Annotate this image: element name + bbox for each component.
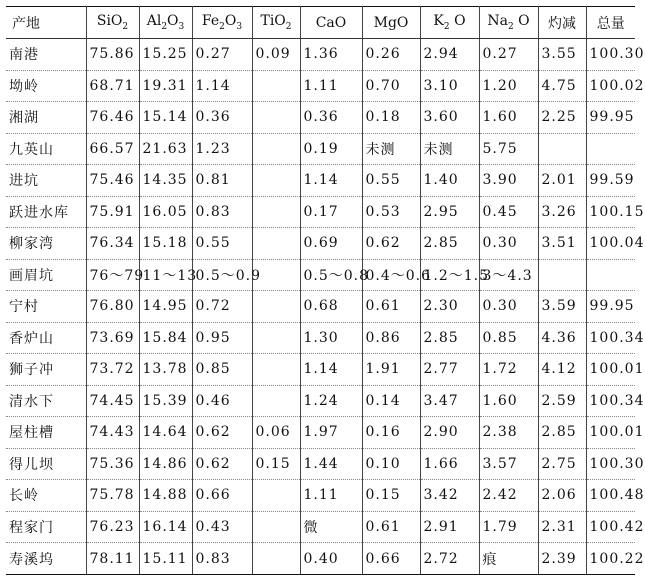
- value-cell: 1.44: [300, 448, 362, 480]
- value-cell: 13.78: [139, 354, 192, 386]
- value-cell: 99.95: [586, 291, 635, 323]
- header-row: [6, 7, 635, 39]
- value-cell: 0.55: [362, 165, 420, 197]
- value-cell: 0.81: [192, 165, 252, 197]
- value-cell: [252, 385, 300, 417]
- value-cell: 1.2～1.5: [420, 259, 479, 291]
- value-cell: 2.91: [420, 511, 479, 543]
- value-cell: 0.66: [362, 543, 420, 575]
- value-cell: 3.10: [420, 70, 479, 102]
- value-cell: 76～79: [86, 259, 139, 291]
- value-cell: 2.75: [538, 448, 586, 480]
- value-cell: [252, 543, 300, 575]
- value-cell: 15.18: [139, 228, 192, 260]
- value-cell: 0.62: [192, 448, 252, 480]
- value-cell: 74.45: [86, 385, 139, 417]
- value-cell: 1.40: [420, 165, 479, 197]
- value-cell: [586, 133, 635, 165]
- value-cell: 1.97: [300, 417, 362, 449]
- value-cell: 4.75: [538, 70, 586, 102]
- value-cell: 4.12: [538, 354, 586, 386]
- value-cell: 100.48: [586, 480, 635, 512]
- column-header: SiO$_2$: [86, 7, 139, 39]
- value-cell: 76.23: [86, 511, 139, 543]
- table-row: [6, 165, 635, 197]
- value-cell: 1.36: [300, 39, 362, 71]
- value-cell: 0.62: [192, 417, 252, 449]
- value-cell: 0.61: [362, 511, 420, 543]
- value-cell: [252, 70, 300, 102]
- value-cell: 2.25: [538, 102, 586, 134]
- origin-cell: 湘湖: [6, 102, 86, 134]
- value-cell: 0.10: [362, 448, 420, 480]
- value-cell: [252, 480, 300, 512]
- value-cell: 1.66: [420, 448, 479, 480]
- value-cell: 14.64: [139, 417, 192, 449]
- value-cell: 3.60: [420, 102, 479, 134]
- value-cell: 2.95: [420, 196, 479, 228]
- value-cell: 0.55: [192, 228, 252, 260]
- value-cell: 3.90: [479, 165, 538, 197]
- value-cell: 2.85: [420, 228, 479, 260]
- value-cell: 1.60: [479, 102, 538, 134]
- value-cell: 76.34: [86, 228, 139, 260]
- table-row: [6, 448, 635, 480]
- value-cell: 1.14: [300, 354, 362, 386]
- value-cell: 21.63: [139, 133, 192, 165]
- value-cell: 1.91: [362, 354, 420, 386]
- column-header: TiO$_2$: [252, 7, 300, 39]
- value-cell: 15.39: [139, 385, 192, 417]
- value-cell: 75.86: [86, 39, 139, 71]
- value-cell: 0.14: [362, 385, 420, 417]
- origin-cell: 寿溪坞: [6, 543, 86, 575]
- value-cell: 1.20: [479, 70, 538, 102]
- value-cell: 0.61: [362, 291, 420, 323]
- value-cell: 2.01: [538, 165, 586, 197]
- value-cell: 1.30: [300, 322, 362, 354]
- value-cell: 76.46: [86, 102, 139, 134]
- value-cell: 0.95: [192, 322, 252, 354]
- value-cell: 100.34: [586, 385, 635, 417]
- column-header: 总量: [586, 7, 635, 39]
- value-cell: 0.06: [252, 417, 300, 449]
- value-cell: 0.85: [192, 354, 252, 386]
- value-cell: 2.30: [420, 291, 479, 323]
- value-cell: 0.85: [479, 322, 538, 354]
- table-row: [6, 39, 635, 71]
- column-header: $K_2$ O: [420, 7, 479, 39]
- value-cell: 100.15: [586, 196, 635, 228]
- value-cell: 0.40: [300, 543, 362, 575]
- value-cell: 14.88: [139, 480, 192, 512]
- value-cell: 99.95: [586, 102, 635, 134]
- value-cell: [538, 133, 586, 165]
- value-cell: 0.70: [362, 70, 420, 102]
- value-cell: 0.17: [300, 196, 362, 228]
- value-cell: 78.11: [86, 543, 139, 575]
- value-cell: [586, 259, 635, 291]
- value-cell: 100.01: [586, 354, 635, 386]
- value-cell: 0.16: [362, 417, 420, 449]
- origin-cell: 香炉山: [6, 322, 86, 354]
- value-cell: 76.80: [86, 291, 139, 323]
- column-header: CaO: [300, 7, 362, 39]
- table-header: [6, 7, 635, 39]
- value-cell: [252, 102, 300, 134]
- value-cell: [538, 259, 586, 291]
- table-row: [6, 70, 635, 102]
- value-cell: [252, 196, 300, 228]
- column-header: 灼减: [538, 7, 586, 39]
- value-cell: 1.24: [300, 385, 362, 417]
- value-cell: 0.15: [252, 448, 300, 480]
- table-row: [6, 511, 635, 543]
- value-cell: 微: [300, 511, 362, 543]
- value-cell: 0.27: [479, 39, 538, 71]
- value-cell: 0.30: [479, 291, 538, 323]
- value-cell: 0.83: [192, 196, 252, 228]
- value-cell: 68.71: [86, 70, 139, 102]
- composition-table: [6, 6, 645, 575]
- value-cell: 75.46: [86, 165, 139, 197]
- value-cell: [252, 165, 300, 197]
- value-cell: 0.18: [362, 102, 420, 134]
- value-cell: 0.5～0.8: [300, 259, 362, 291]
- value-cell: 未测: [362, 133, 420, 165]
- value-cell: [252, 133, 300, 165]
- origin-cell: 进坑: [6, 165, 86, 197]
- value-cell: 2.38: [479, 417, 538, 449]
- table-row: [6, 322, 635, 354]
- value-cell: 3.26: [538, 196, 586, 228]
- value-cell: 未测: [420, 133, 479, 165]
- value-cell: [252, 322, 300, 354]
- value-cell: 100.34: [586, 322, 635, 354]
- value-cell: 1.72: [479, 354, 538, 386]
- origin-cell: 坳岭: [6, 70, 86, 102]
- value-cell: 11～13: [139, 259, 192, 291]
- value-cell: 0.86: [362, 322, 420, 354]
- value-cell: 73.69: [86, 322, 139, 354]
- value-cell: 1.60: [479, 385, 538, 417]
- value-cell: 2.42: [479, 480, 538, 512]
- value-cell: 3.51: [538, 228, 586, 260]
- value-cell: 2.72: [420, 543, 479, 575]
- value-cell: 1.11: [300, 480, 362, 512]
- value-cell: 100.04: [586, 228, 635, 260]
- value-cell: 0.46: [192, 385, 252, 417]
- value-cell: 0.4～0.6: [362, 259, 420, 291]
- column-header: MgO: [362, 7, 420, 39]
- value-cell: 0.53: [362, 196, 420, 228]
- value-cell: 15.25: [139, 39, 192, 71]
- column-header: $Fe_2O_3$: [192, 7, 252, 39]
- value-cell: 0.45: [479, 196, 538, 228]
- value-cell: 14.86: [139, 448, 192, 480]
- column-header: $Al_2O_3$: [139, 7, 192, 39]
- value-cell: 19.31: [139, 70, 192, 102]
- value-cell: 1.11: [300, 70, 362, 102]
- value-cell: 2.85: [420, 322, 479, 354]
- table-row: [6, 228, 635, 260]
- origin-cell: 得儿坝: [6, 448, 86, 480]
- value-cell: 0.36: [300, 102, 362, 134]
- value-cell: 3.47: [420, 385, 479, 417]
- table-row: [6, 543, 635, 575]
- value-cell: 0.43: [192, 511, 252, 543]
- value-cell: 2.06: [538, 480, 586, 512]
- value-cell: 0.27: [192, 39, 252, 71]
- value-cell: 2.59: [538, 385, 586, 417]
- table-row: [6, 259, 635, 291]
- value-cell: 3.55: [538, 39, 586, 71]
- origin-cell: 画眉坑: [6, 259, 86, 291]
- value-cell: 75.91: [86, 196, 139, 228]
- value-cell: 1.14: [192, 70, 252, 102]
- table-row: [6, 291, 635, 323]
- value-cell: 2.94: [420, 39, 479, 71]
- value-cell: 3.59: [538, 291, 586, 323]
- value-cell: 4.36: [538, 322, 586, 354]
- table-row: [6, 133, 635, 165]
- value-cell: [252, 354, 300, 386]
- table-row: [6, 102, 635, 134]
- value-cell: 0.72: [192, 291, 252, 323]
- table-body: [6, 39, 645, 575]
- value-cell: 66.57: [86, 133, 139, 165]
- value-cell: 15.14: [139, 102, 192, 134]
- value-cell: 5.75: [479, 133, 538, 165]
- value-cell: 0.83: [192, 543, 252, 575]
- origin-cell: 长岭: [6, 480, 86, 512]
- value-cell: [252, 228, 300, 260]
- value-cell: 15.11: [139, 543, 192, 575]
- value-cell: 1.23: [192, 133, 252, 165]
- value-cell: 99.59: [586, 165, 635, 197]
- table-row: [6, 385, 635, 417]
- value-cell: 0.66: [192, 480, 252, 512]
- value-cell: 2.31: [538, 511, 586, 543]
- origin-cell: 程家门: [6, 511, 86, 543]
- value-cell: 0.69: [300, 228, 362, 260]
- value-cell: 0.15: [362, 480, 420, 512]
- value-cell: 2.39: [538, 543, 586, 575]
- table-row: [6, 480, 635, 512]
- value-cell: 15.84: [139, 322, 192, 354]
- origin-cell: 九英山: [6, 133, 86, 165]
- value-cell: 0.26: [362, 39, 420, 71]
- origin-cell: 屋柱槽: [6, 417, 86, 449]
- origin-cell: 跃进水库: [6, 196, 86, 228]
- value-cell: 0.30: [479, 228, 538, 260]
- value-cell: 2.85: [538, 417, 586, 449]
- value-cell: 100.02: [586, 70, 635, 102]
- value-cell: 3～4.3: [479, 259, 538, 291]
- value-cell: 3.57: [479, 448, 538, 480]
- value-cell: 100.22: [586, 543, 635, 575]
- value-cell: 2.77: [420, 354, 479, 386]
- value-cell: 痕: [479, 543, 538, 575]
- value-cell: 0.09: [252, 39, 300, 71]
- value-cell: 0.19: [300, 133, 362, 165]
- value-cell: 100.01: [586, 417, 635, 449]
- origin-cell: 南港: [6, 39, 86, 71]
- value-cell: 73.72: [86, 354, 139, 386]
- origin-cell: 宁村: [6, 291, 86, 323]
- origin-cell: 柳家湾: [6, 228, 86, 260]
- value-cell: 0.5～0.9: [192, 259, 252, 291]
- table-row: [6, 417, 635, 449]
- value-cell: 100.42: [586, 511, 635, 543]
- table-row: [6, 354, 635, 386]
- value-cell: 100.30: [586, 39, 635, 71]
- value-cell: 75.36: [86, 448, 139, 480]
- value-cell: 16.05: [139, 196, 192, 228]
- value-cell: 0.68: [300, 291, 362, 323]
- value-cell: 1.79: [479, 511, 538, 543]
- value-cell: 100.30: [586, 448, 635, 480]
- value-cell: 3.42: [420, 480, 479, 512]
- value-cell: [252, 511, 300, 543]
- value-cell: 16.14: [139, 511, 192, 543]
- value-cell: [252, 291, 300, 323]
- column-header: $Na_2$ O: [479, 7, 538, 39]
- value-cell: 14.35: [139, 165, 192, 197]
- value-cell: 14.95: [139, 291, 192, 323]
- origin-cell: 清水下: [6, 385, 86, 417]
- value-cell: 2.90: [420, 417, 479, 449]
- value-cell: 0.62: [362, 228, 420, 260]
- value-cell: 75.78: [86, 480, 139, 512]
- value-cell: 0.36: [192, 102, 252, 134]
- origin-cell: 狮子冲: [6, 354, 86, 386]
- column-header: 产地: [6, 7, 86, 39]
- table-row: [6, 196, 635, 228]
- value-cell: 74.43: [86, 417, 139, 449]
- value-cell: 1.14: [300, 165, 362, 197]
